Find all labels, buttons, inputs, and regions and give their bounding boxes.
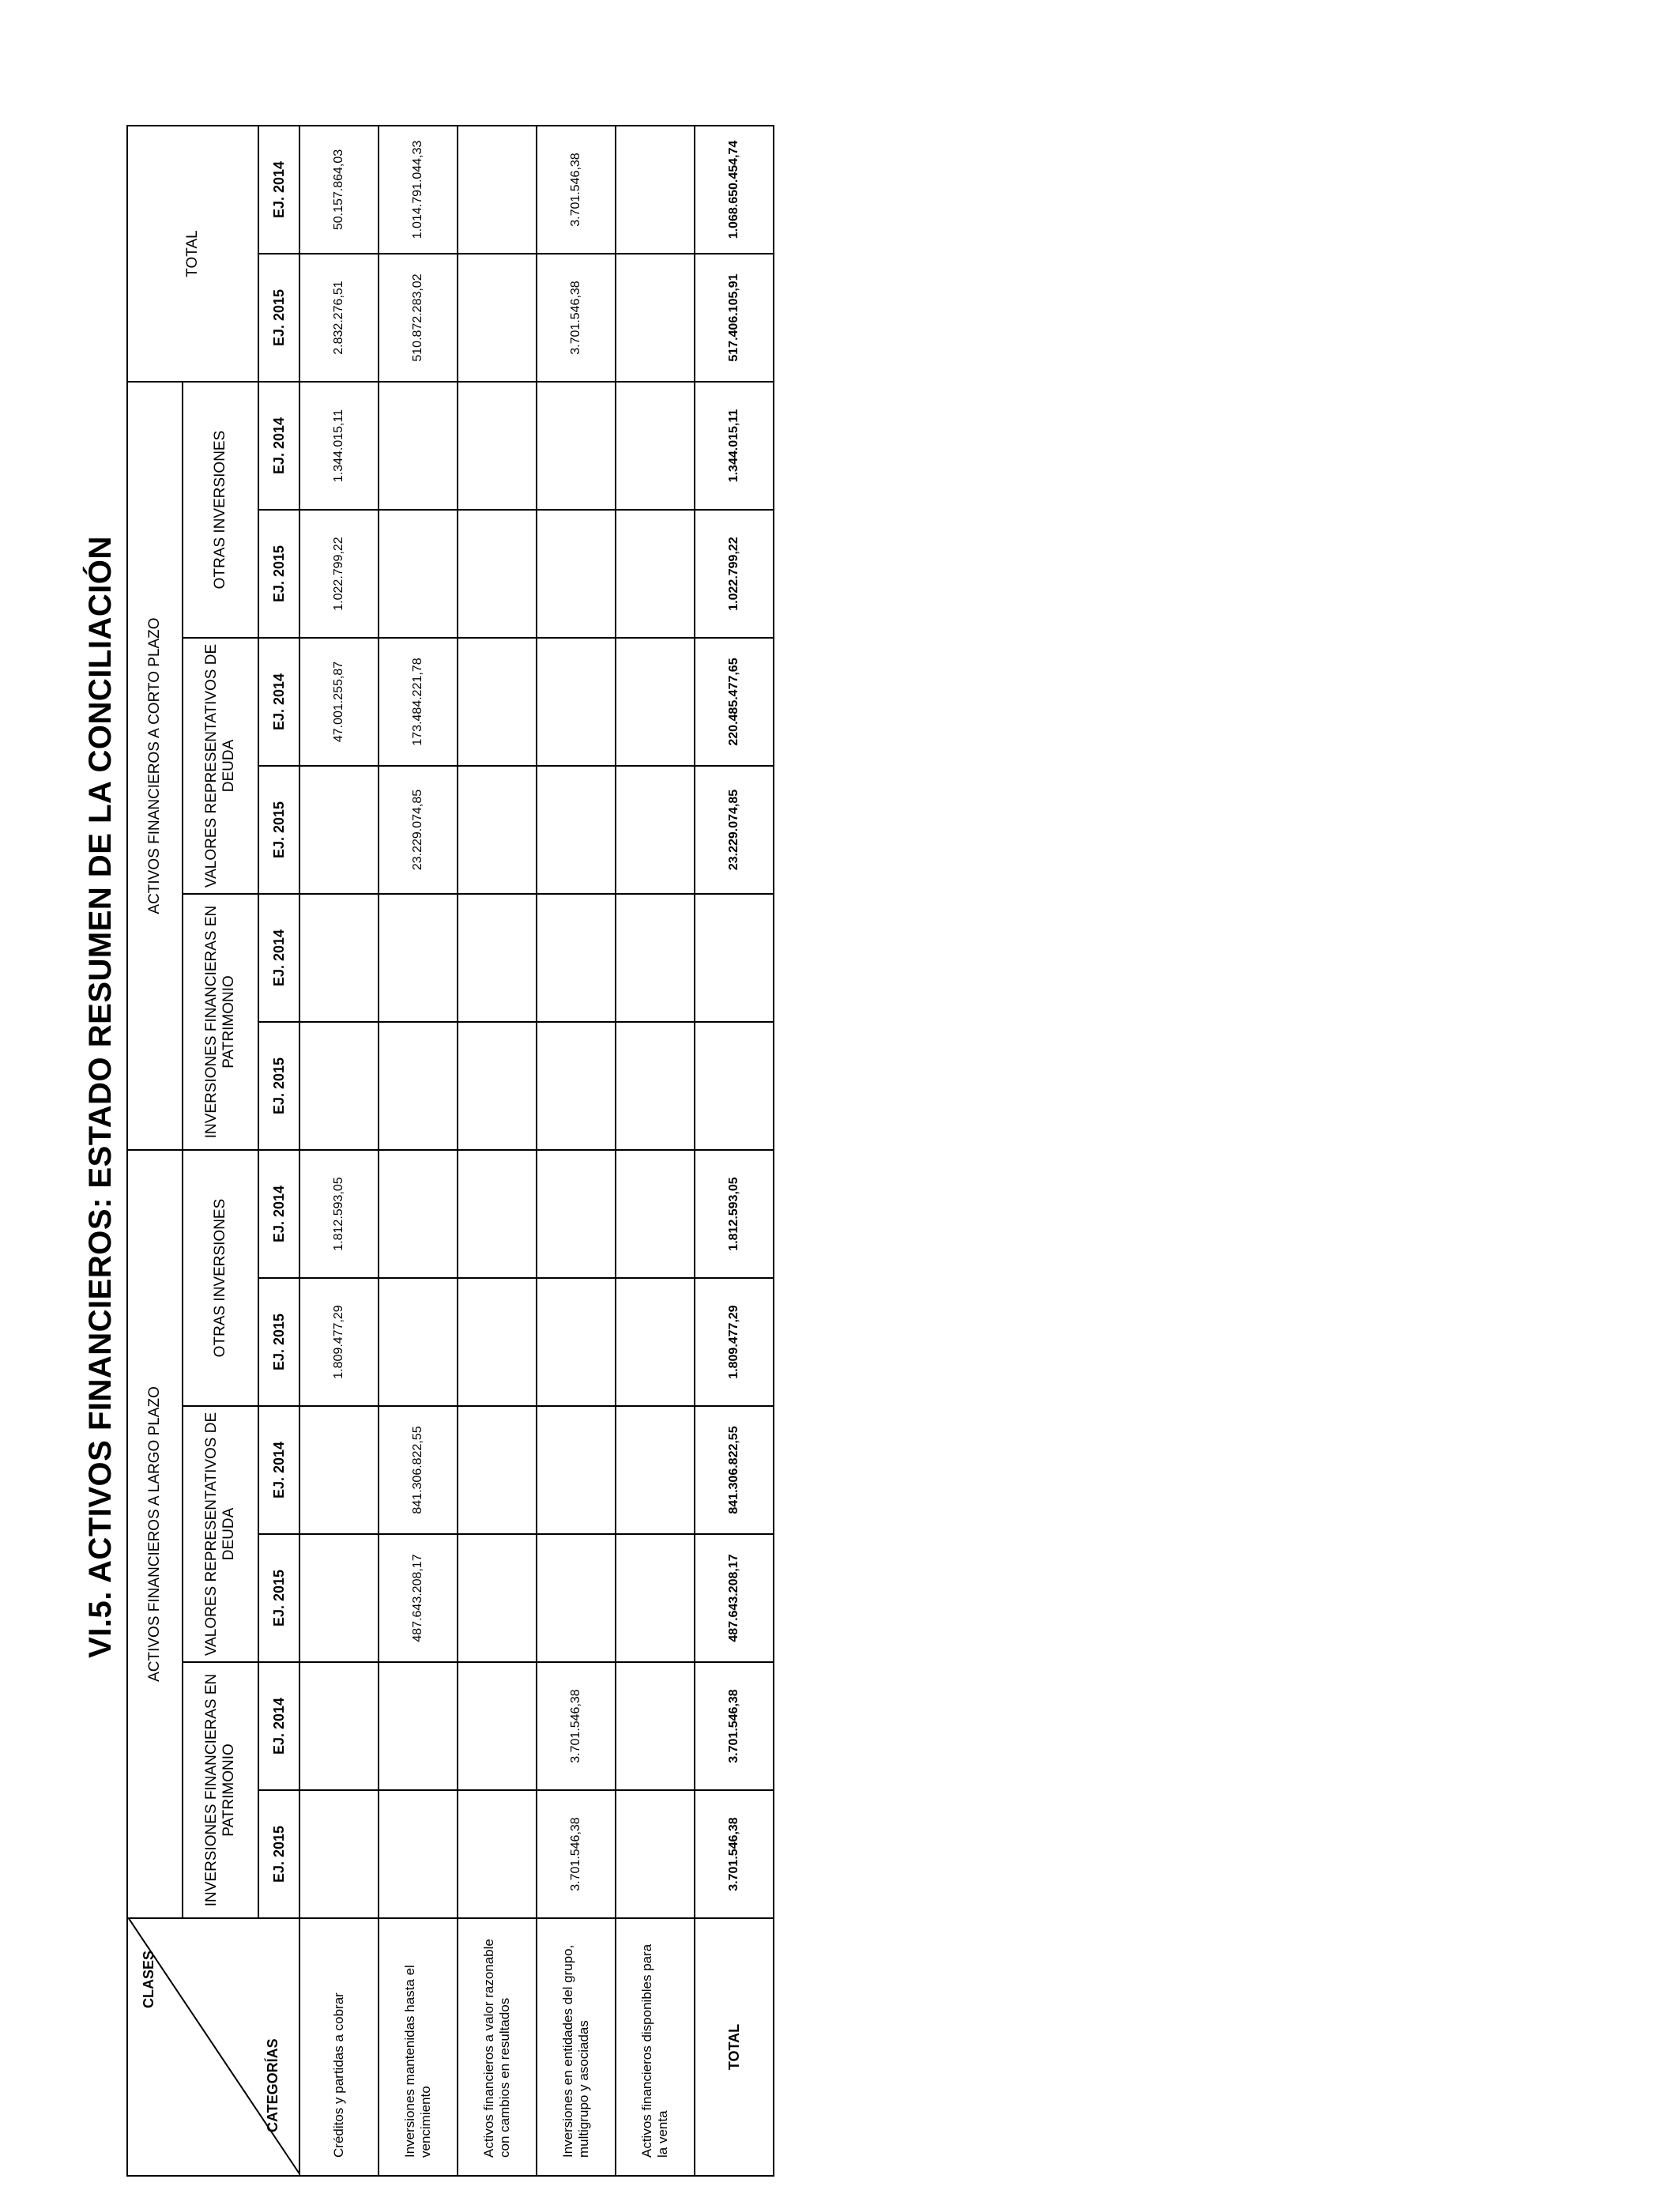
table-cell	[458, 638, 537, 766]
table-cell	[616, 510, 695, 638]
table-cell	[616, 1406, 695, 1534]
table-cell	[537, 638, 616, 766]
table-cell: 487.643.208,17	[379, 1534, 458, 1662]
table-cell	[616, 1150, 695, 1278]
table-cell	[537, 510, 616, 638]
corner-cell	[127, 1918, 299, 2176]
year-header: EJ. 2015	[258, 1534, 299, 1662]
row-category-label: Activos financieros a valor razonable con cambios en resultados	[458, 1918, 537, 2176]
table-cell	[616, 382, 695, 510]
subgroup-st-debt: VALORES REPRESENTATIVOS DE DEUDA	[183, 638, 258, 894]
row-category-label: Activos financieros disponibles para la venta	[616, 1918, 695, 2176]
table-cell	[616, 894, 695, 1022]
table-cell	[537, 1150, 616, 1278]
table-cell: 1.014.791.044,33	[379, 126, 458, 254]
table-cell	[379, 1022, 458, 1150]
total-cell	[695, 894, 774, 1022]
table-cell: 3.701.546,38	[537, 1662, 616, 1790]
table-cell	[537, 1534, 616, 1662]
group-total: TOTAL	[127, 126, 258, 382]
page-title: VI.5. ACTIVOS FINANCIEROS: ESTADO RESUMEN DE LA CONCILIACIÓN	[83, 536, 118, 1658]
total-cell: 1.344.015,11	[695, 382, 774, 510]
table-cell	[537, 894, 616, 1022]
corner-label-clases: CLASES	[141, 1951, 156, 2009]
table-cell: 173.484.221,78	[379, 638, 458, 766]
table-cell	[299, 766, 379, 894]
table-cell	[458, 1022, 537, 1150]
table-cell	[537, 1022, 616, 1150]
row-category-label: Inversiones mantenidas hasta el vencimiento	[379, 1918, 458, 2176]
subgroup-lt-equity: INVERSIONES FINANCIERAS EN PATRIMONIO	[183, 1662, 258, 1918]
table-cell	[299, 1022, 379, 1150]
total-cell: 3.701.546,38	[695, 1790, 774, 1918]
table-cell	[379, 510, 458, 638]
table-row	[537, 126, 616, 2176]
table-cell	[458, 382, 537, 510]
year-header: EJ. 2014	[258, 1150, 299, 1278]
table-cell	[458, 1406, 537, 1534]
year-header: EJ. 2015	[258, 1790, 299, 1918]
table-cell	[537, 382, 616, 510]
total-cell: 3.701.546,38	[695, 1662, 774, 1790]
table-cell	[299, 1790, 379, 1918]
table-row	[458, 126, 537, 2176]
year-header: EJ. 2015	[258, 1022, 299, 1150]
year-header: EJ. 2014	[258, 382, 299, 510]
total-row	[695, 126, 774, 2176]
table-cell	[537, 766, 616, 894]
table-cell	[299, 894, 379, 1022]
table-row	[616, 126, 695, 2176]
total-cell: 1.812.593,05	[695, 1150, 774, 1278]
total-cell: 220.485.477,65	[695, 638, 774, 766]
year-header: EJ. 2014	[258, 1406, 299, 1534]
total-cell: 841.306.822,55	[695, 1406, 774, 1534]
table-cell: 23.229.074,85	[379, 766, 458, 894]
table-cell: 47.001.255,87	[299, 638, 379, 766]
table-cell: 2.832.276,51	[299, 254, 379, 382]
table-cell	[299, 1406, 379, 1534]
year-header: EJ. 2015	[258, 1278, 299, 1406]
group-long-term: ACTIVOS FINANCIEROS A LARGO PLAZO	[127, 1150, 183, 1918]
table-cell: 1.809.477,29	[299, 1278, 379, 1406]
subgroup-lt-other: OTRAS INVERSIONES	[183, 1150, 258, 1406]
table-cell	[616, 126, 695, 254]
year-header: EJ. 2014	[258, 894, 299, 1022]
group-short-term: ACTIVOS FINANCIEROS A CORTO PLAZO	[127, 382, 183, 1150]
subgroup-st-other: OTRAS INVERSIONES	[183, 382, 258, 638]
table-cell	[379, 1150, 458, 1278]
reconciliation-table	[126, 125, 774, 2177]
year-header: EJ. 2015	[258, 766, 299, 894]
total-cell: 23.229.074,85	[695, 766, 774, 894]
table-cell: 1.022.799,22	[299, 510, 379, 638]
table-cell	[537, 1278, 616, 1406]
year-header: EJ. 2015	[258, 510, 299, 638]
table-cell	[458, 1150, 537, 1278]
table-cell: 1.344.015,11	[299, 382, 379, 510]
table-cell	[616, 254, 695, 382]
table-cell	[299, 1662, 379, 1790]
total-cell: 1.022.799,22	[695, 510, 774, 638]
table-cell	[616, 1022, 695, 1150]
table-cell	[458, 766, 537, 894]
row-category-label: Inversiones en entidades del grupo, multigrupo y asociadas	[537, 1918, 616, 2176]
year-header: EJ. 2014	[258, 638, 299, 766]
table-cell	[379, 1790, 458, 1918]
table-cell	[379, 1278, 458, 1406]
table-cell	[458, 1278, 537, 1406]
header-row-groups	[127, 126, 183, 2176]
table-cell: 510.872.283,02	[379, 254, 458, 382]
table-cell	[458, 1790, 537, 1918]
subgroup-st-equity: INVERSIONES FINANCIERAS EN PATRIMONIO	[183, 894, 258, 1150]
table-cell	[616, 1534, 695, 1662]
year-header: EJ. 2014	[258, 1662, 299, 1790]
table-cell	[616, 1278, 695, 1406]
table-cell: 841.306.822,55	[379, 1406, 458, 1534]
table-cell	[299, 1534, 379, 1662]
total-cell: 517.406.105,91	[695, 254, 774, 382]
table-row	[379, 126, 458, 2176]
total-cell: 487.643.208,17	[695, 1534, 774, 1662]
header-row-subgroups	[183, 126, 258, 2176]
table-cell: 3.701.546,38	[537, 126, 616, 254]
table-cell	[616, 638, 695, 766]
table-cell: 3.701.546,38	[537, 1790, 616, 1918]
table-cell	[379, 1662, 458, 1790]
subgroup-lt-debt: VALORES REPRESENTATIVOS DE DEUDA	[183, 1406, 258, 1662]
total-cell	[695, 1022, 774, 1150]
header-row-years	[258, 126, 299, 2176]
total-row-label: TOTAL	[695, 1918, 774, 2176]
table-cell	[616, 1790, 695, 1918]
table-cell	[537, 1406, 616, 1534]
table-cell	[616, 1662, 695, 1790]
table-cell	[458, 1534, 537, 1662]
table-cell	[616, 766, 695, 894]
table-cell: 1.812.593,05	[299, 1150, 379, 1278]
table-cell	[458, 894, 537, 1022]
table-cell	[458, 510, 537, 638]
year-header: EJ. 2015	[258, 254, 299, 382]
table-cell	[379, 382, 458, 510]
table-cell	[458, 126, 537, 254]
row-category-label: Créditos y partidas a cobrar	[299, 1918, 379, 2176]
table-cell	[458, 254, 537, 382]
table-cell: 3.701.546,38	[537, 254, 616, 382]
total-cell: 1.809.477,29	[695, 1278, 774, 1406]
table-cell: 50.157.864,03	[299, 126, 379, 254]
table-cell	[458, 1662, 537, 1790]
corner-label-categorias: CATEGORÍAS	[265, 2038, 281, 2132]
table-cell	[379, 894, 458, 1022]
table-row	[299, 126, 379, 2176]
year-header: EJ. 2014	[258, 126, 299, 254]
total-cell: 1.068.650.454,74	[695, 126, 774, 254]
